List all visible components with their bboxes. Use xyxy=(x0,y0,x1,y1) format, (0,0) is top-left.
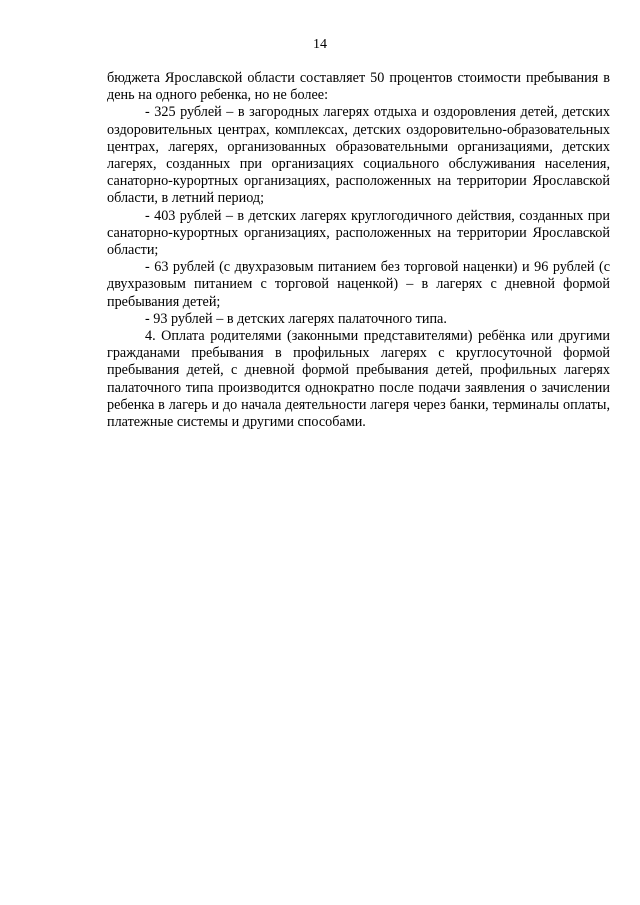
page-number: 14 xyxy=(313,37,327,52)
document-body xyxy=(107,70,610,431)
paragraph-budget-share: бюджета Ярославской области составляет 50 процентов стоимости пребывания в день на одного ребенка, но не более: xyxy=(107,70,610,104)
paragraph-rate-325: - 325 рублей – в загородных лагерях отдыха и оздоровления детей, детских оздоровительных центрах, комплексах, детских оздоровительно-образовательных центрах, лагерях, организованных образовательными организациями, детских лагерях, созданных при организациях социального обслуживания населения, санаторно-курортных организациях, расположенных на территории Ярославской области, в летний период; xyxy=(107,104,610,207)
paragraph-rate-93: - 93 рублей – в детских лагерях палаточного типа. xyxy=(145,310,447,327)
paragraph-payment-4: 4. Оплата родителями (законными представителями) ребёнка или другими гражданами пребывания в профильных лагерях с круглосуточной формой пребывания детей, с дневной формой пребывания детей, профильных лагерях палаточного типа производится однократно после подачи заявления о зачислении ребенка в лагерь и до начала деятельности лагеря через банки, терминалы оплаты, платежные системы и другими способами. xyxy=(107,328,610,431)
paragraph-rate-403: - 403 рублей – в детских лагерях круглогодичного действия, созданных при санаторно-курортных организациях, расположенных на территории Ярославской области; xyxy=(107,207,610,259)
paragraph-rate-63-96: - 63 рублей (с двухразовым питанием без торговой наценки) и 96 рублей (с двухразовым питанием с торговой наценкой) – в лагерях с дневной формой пребывания детей; xyxy=(107,259,610,310)
